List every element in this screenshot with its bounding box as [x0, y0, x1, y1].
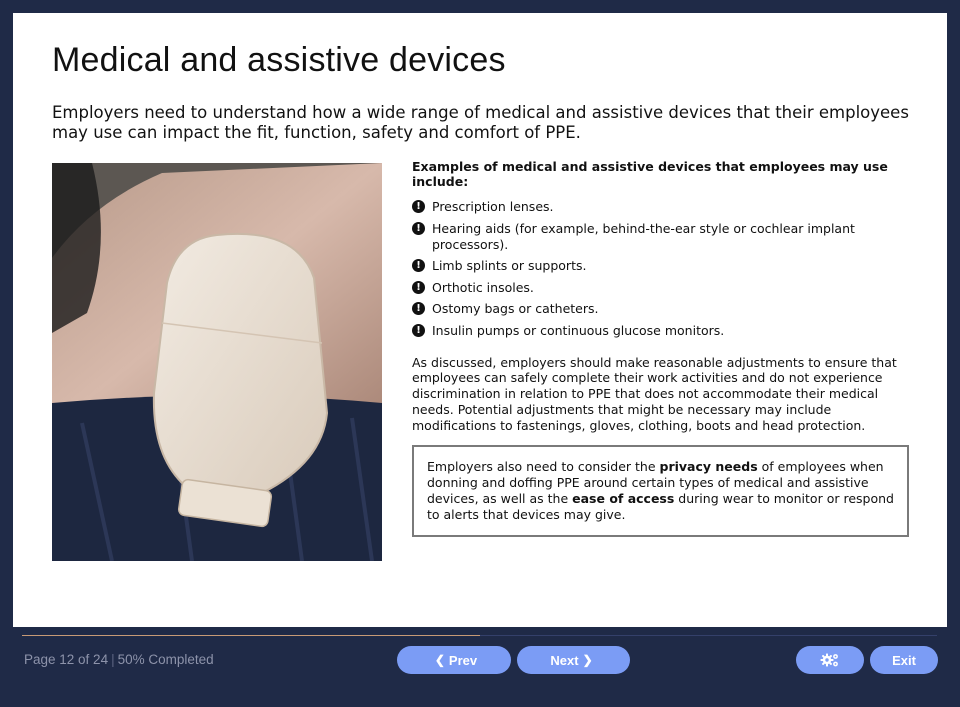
list-item: [412, 199, 912, 215]
next-label: Next: [550, 652, 579, 668]
list-item: [412, 301, 912, 317]
list-item: [412, 280, 912, 296]
privacy-callout: [412, 445, 909, 536]
list-item: [412, 323, 912, 339]
gears-icon: [820, 652, 840, 668]
callout-bold-privacy: privacy needs: [659, 459, 758, 475]
list-item: [412, 258, 912, 274]
next-button[interactable]: [517, 646, 630, 674]
exit-button[interactable]: Exit: [870, 646, 938, 674]
list-item: [412, 221, 912, 253]
callout-text: during wear to monitor or respond to alerts that devices may give.: [427, 491, 894, 522]
callout-text: of employees when donning and doffing PPE around certain types of medical and assistive devices, as well as the: [427, 459, 884, 507]
page-number: Page 12 of 24: [24, 652, 109, 667]
exclamation-circle-icon: !: [412, 302, 425, 315]
list-item-text: Ostomy bags or catheters.: [432, 301, 599, 316]
settings-button[interactable]: [796, 646, 864, 674]
callout-text: Employers also need to consider the: [427, 459, 660, 475]
slide-content: [13, 13, 947, 627]
device-list: [412, 199, 912, 339]
chevron-right-icon: ❯: [582, 653, 593, 667]
list-item-text: Prescription lenses.: [432, 199, 554, 214]
content-column: [412, 159, 912, 537]
exclamation-circle-icon: !: [412, 324, 425, 337]
page-title: Medical and assistive devices: [52, 41, 506, 79]
list-item-text: Insulin pumps or continuous glucose monitors.: [432, 322, 725, 338]
intro-text: Employers need to understand how a wide range of medical and assistive devices that their employees may use can impact the fit, function, safety and comfort of PPE.: [52, 103, 909, 142]
prev-label: Prev: [448, 652, 478, 668]
exclamation-circle-icon: !: [412, 222, 425, 235]
callout-bold-access: ease of access: [572, 491, 675, 507]
list-item-text: Hearing aids (for example, behind-the-ear style or cochlear implant processors).: [432, 220, 855, 252]
status-separator: |: [111, 652, 115, 667]
exclamation-circle-icon: !: [412, 259, 425, 272]
progress-bar: [22, 635, 937, 636]
list-heading: Examples of medical and assistive devices that employees may use include:: [412, 159, 888, 189]
page-status: [24, 652, 214, 667]
ostomy-bag-photo: [52, 163, 382, 561]
exclamation-circle-icon: !: [412, 281, 425, 294]
list-item-text: Orthotic insoles.: [432, 279, 534, 295]
progress-fill: [22, 635, 480, 636]
list-item-text: Limb splints or supports.: [432, 258, 587, 273]
adjustments-paragraph: As discussed, employers should make reasonable adjustments to ensure that employees can safely complete their work activities and do not experience discrimination in relation to PPE that does not accommodate their medical needs. Potential adjustments that might be necessary may include modifications to fastenings, gloves, clothing, boots and head protection.: [412, 354, 897, 433]
completed-status: 50% Completed: [117, 652, 214, 667]
prev-button[interactable]: [397, 646, 511, 674]
exclamation-circle-icon: !: [412, 200, 425, 213]
chevron-left-icon: ❮: [434, 653, 445, 667]
